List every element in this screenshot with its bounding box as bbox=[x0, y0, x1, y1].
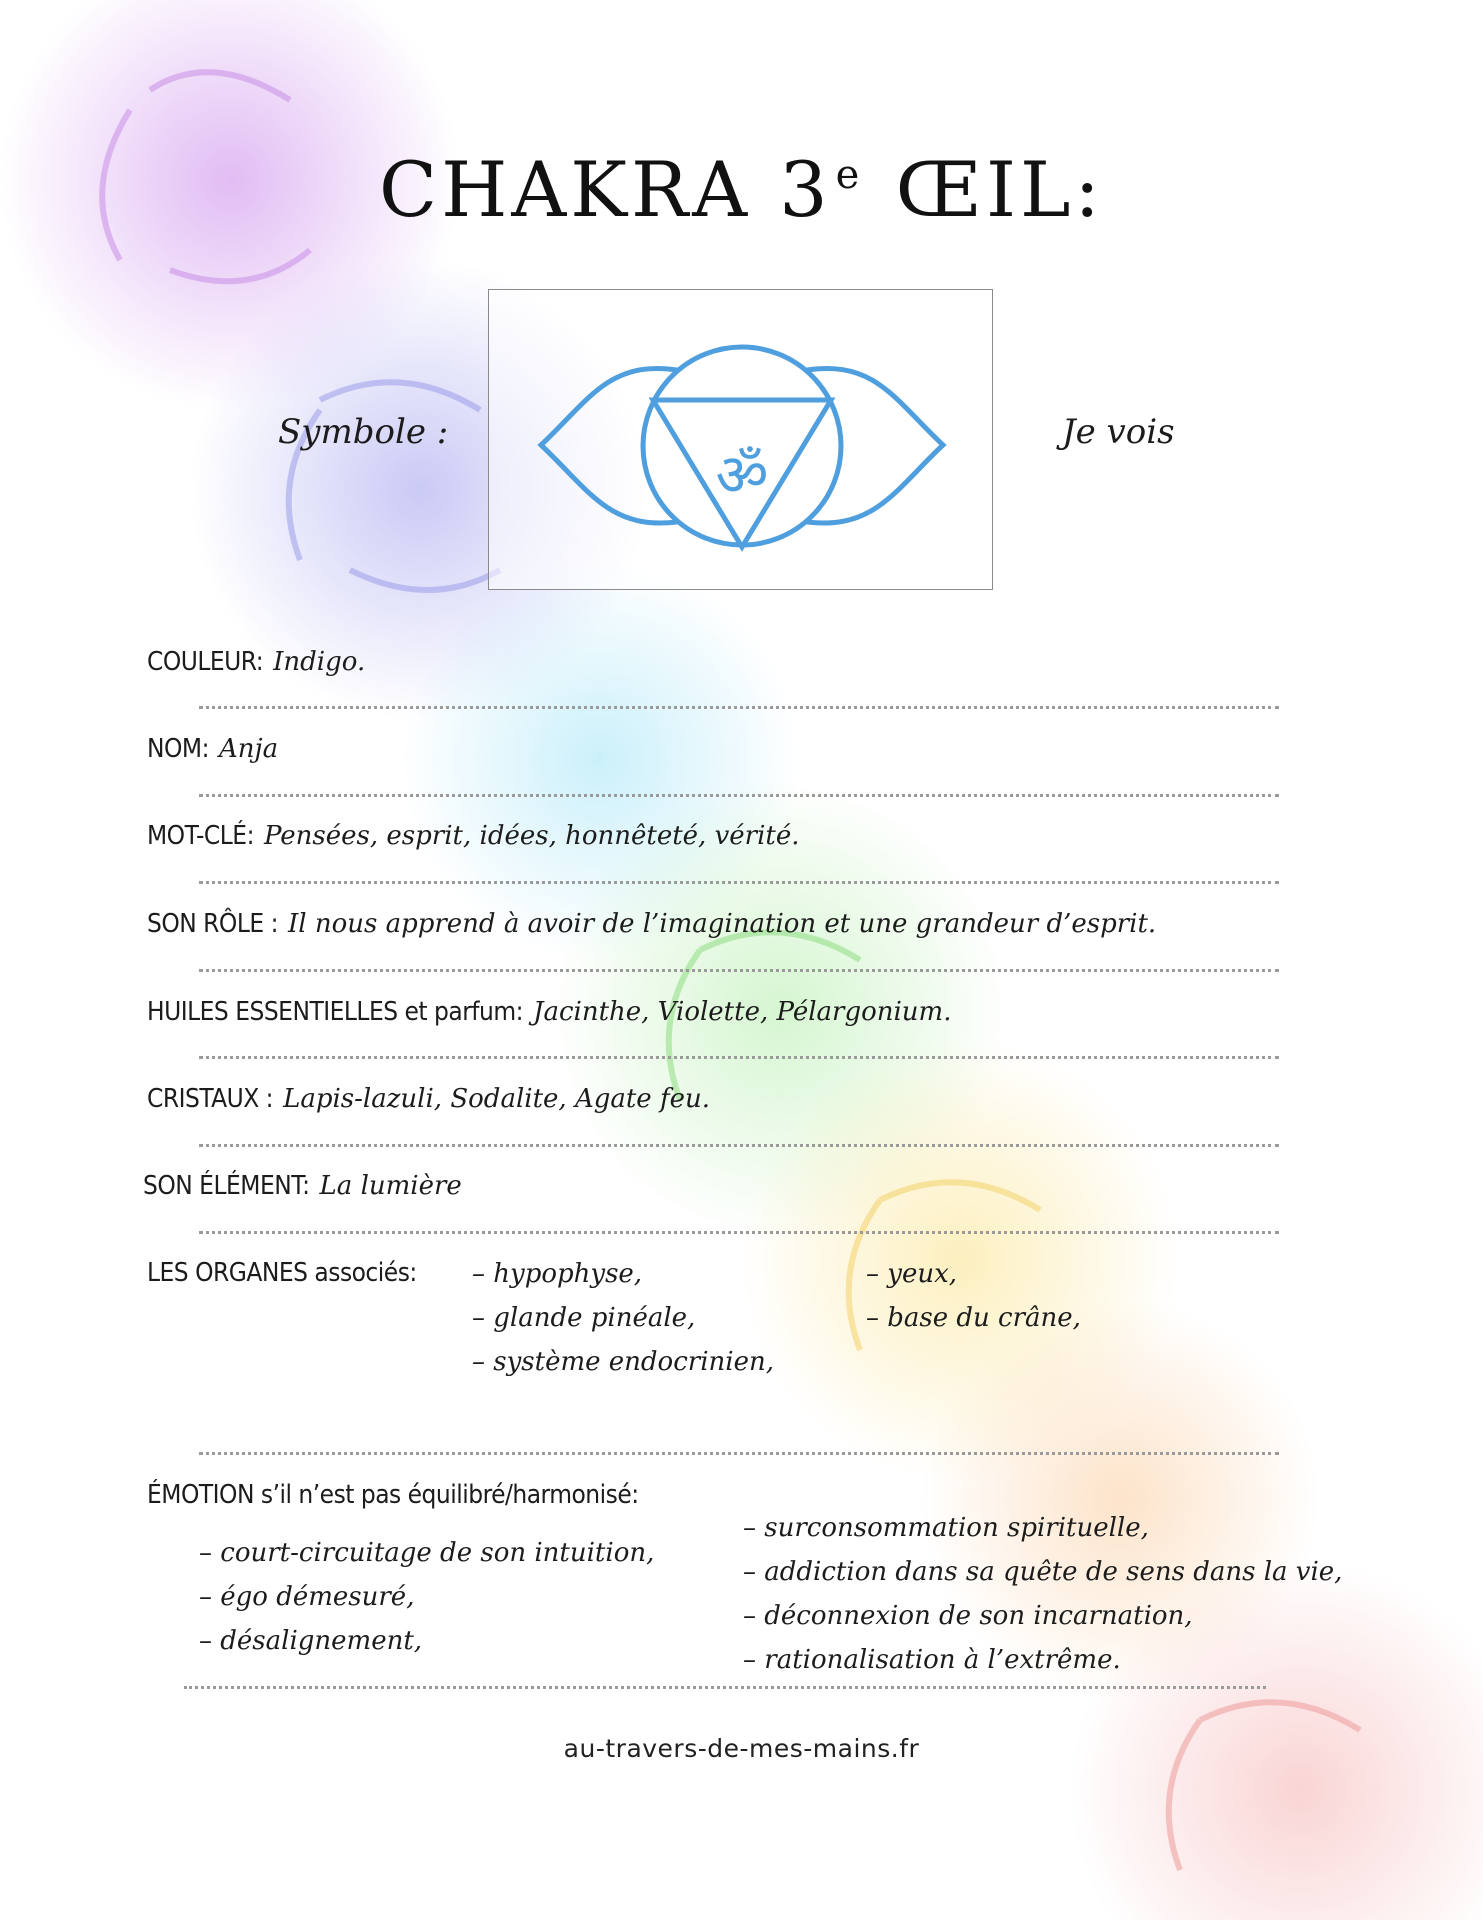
emotion-label: ÉMOTION s’il n’est pas équilibré/harmonisé: bbox=[147, 1480, 639, 1510]
field-element: SON ÉLÉMENT: La lumière bbox=[143, 1171, 462, 1201]
dotted-divider bbox=[199, 794, 1279, 797]
field-couleur: COULEUR: Indigo. bbox=[147, 647, 366, 677]
field-son-role: SON RÔLE : Il nous apprend à avoir de l’imagination et une grandeur d’esprit. bbox=[147, 909, 1157, 939]
list-item: – court-circuitage de son intuition, bbox=[199, 1538, 655, 1568]
list-item: – système endocrinien, bbox=[472, 1347, 774, 1377]
dotted-divider bbox=[199, 1231, 1279, 1234]
list-item: – hypophyse, bbox=[472, 1259, 643, 1289]
organes-label: LES ORGANES associés: bbox=[147, 1258, 417, 1288]
list-item: – désalignement, bbox=[199, 1626, 423, 1656]
list-item: – égo démesuré, bbox=[199, 1582, 415, 1612]
third-eye-chakra-icon bbox=[489, 290, 994, 591]
list-item: – yeux, bbox=[866, 1259, 958, 1289]
symbol-label: Symbole : bbox=[278, 412, 449, 452]
dotted-divider bbox=[184, 1686, 1266, 1689]
mantra-text: Je vois bbox=[1062, 412, 1175, 452]
om-glyph-icon: ॐ bbox=[715, 441, 769, 509]
dotted-divider bbox=[199, 1144, 1279, 1147]
list-item: – base du crâne, bbox=[866, 1303, 1081, 1333]
list-item: – glande pinéale, bbox=[472, 1303, 696, 1333]
list-item: – surconsommation spirituelle, bbox=[743, 1513, 1149, 1543]
dotted-divider bbox=[199, 1452, 1279, 1455]
list-item: – addiction dans sa quête de sens dans la vie, bbox=[743, 1557, 1343, 1587]
dotted-divider bbox=[199, 1056, 1279, 1059]
organes-list-right bbox=[866, 1252, 1081, 1340]
list-item: – déconnexion de son incarnation, bbox=[743, 1601, 1193, 1631]
page-title: CHAKRA 3 $^e$ ŒIL: bbox=[378, 145, 1105, 234]
emotion-list-left bbox=[199, 1531, 654, 1663]
field-mot-cle: MOT-CLÉ: Pensées, esprit, idées, honnêteté, vérité. bbox=[147, 821, 800, 851]
field-huiles: HUILES ESSENTIELLES et parfum: Jacinthe, Violette, Pélargonium. bbox=[147, 997, 952, 1027]
website-footer: au-travers-de-mes-mains.fr bbox=[563, 1734, 920, 1763]
dotted-divider bbox=[199, 706, 1279, 709]
dotted-divider bbox=[199, 969, 1279, 972]
field-nom: NOM: Anja bbox=[147, 734, 279, 764]
emotion-list-right bbox=[743, 1506, 1342, 1682]
organes-list-left bbox=[472, 1252, 774, 1384]
chakra-symbol-frame bbox=[488, 289, 993, 590]
field-cristaux: CRISTAUX : Lapis-lazuli, Sodalite, Agate feu. bbox=[147, 1084, 710, 1114]
dotted-divider bbox=[199, 881, 1279, 884]
list-item: – rationalisation à l’extrême. bbox=[743, 1645, 1121, 1675]
